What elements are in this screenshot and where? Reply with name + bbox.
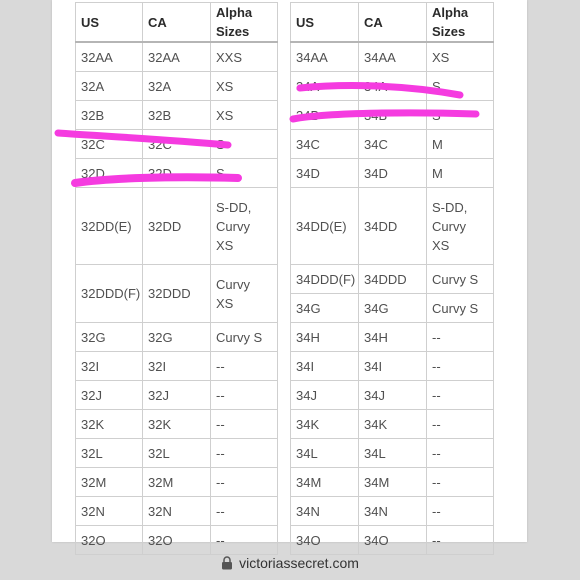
cell-alpha: S-DD, Curvy XS xyxy=(427,188,494,265)
cell-ca: 32DDD xyxy=(143,265,211,323)
cell-us: 34C xyxy=(291,130,359,159)
cell-alpha: -- xyxy=(427,468,494,497)
cell-us: 32J xyxy=(76,381,143,410)
cell-us: 32O xyxy=(76,526,143,555)
table-row xyxy=(76,159,278,188)
cell-ca: 32DD xyxy=(143,188,211,265)
table-row xyxy=(76,439,278,468)
cell-us: 34K xyxy=(291,410,359,439)
cell-us: 34L xyxy=(291,439,359,468)
table-row xyxy=(291,381,494,410)
table-row xyxy=(76,265,278,323)
cell-us: 32DD(E) xyxy=(76,188,143,265)
size-chart-panel xyxy=(52,0,527,548)
cell-alpha: XS xyxy=(211,72,278,101)
table-row xyxy=(76,72,278,101)
cell-us: 32K xyxy=(76,410,143,439)
cell-alpha: -- xyxy=(427,497,494,526)
cell-ca: 34AA xyxy=(359,42,427,72)
table-row xyxy=(291,265,494,294)
cell-alpha: -- xyxy=(427,410,494,439)
cell-us: 34DD(E) xyxy=(291,188,359,265)
column-header-us: US xyxy=(291,3,359,43)
table-row xyxy=(76,101,278,130)
cell-alpha: -- xyxy=(211,497,278,526)
cell-us: 32AA xyxy=(76,42,143,72)
cell-ca: 32A xyxy=(143,72,211,101)
cell-alpha: Curvy S xyxy=(427,294,494,323)
cell-ca: 32B xyxy=(143,101,211,130)
table-row xyxy=(76,497,278,526)
cell-ca: 34H xyxy=(359,323,427,352)
table-row xyxy=(76,323,278,352)
cell-ca: 32G xyxy=(143,323,211,352)
cell-alpha: S xyxy=(211,159,278,188)
cell-us: 32DDD(F) xyxy=(76,265,143,323)
cell-us: 34N xyxy=(291,497,359,526)
cell-us: 34D xyxy=(291,159,359,188)
table-row xyxy=(76,130,278,159)
cell-ca: 34O xyxy=(359,526,427,555)
cell-alpha: -- xyxy=(211,410,278,439)
cell-us: 32D xyxy=(76,159,143,188)
cell-alpha: -- xyxy=(427,439,494,468)
column-header-alpha: Alpha Sizes xyxy=(427,3,494,43)
table-row xyxy=(291,42,494,72)
cell-alpha: -- xyxy=(427,352,494,381)
cell-alpha: M xyxy=(427,159,494,188)
cell-ca: 34DDD xyxy=(359,265,427,294)
cell-ca: 32L xyxy=(143,439,211,468)
cell-ca: 32C xyxy=(143,130,211,159)
cell-us: 32G xyxy=(76,323,143,352)
cell-ca: 34B xyxy=(359,101,427,130)
cell-us: 34J xyxy=(291,381,359,410)
cell-us: 34AA xyxy=(291,42,359,72)
cell-us: 34G xyxy=(291,294,359,323)
cell-us: 32B xyxy=(76,101,143,130)
column-header-alpha: Alpha Sizes xyxy=(211,3,278,43)
cell-alpha: -- xyxy=(211,468,278,497)
table-row xyxy=(76,468,278,497)
cell-ca: 32I xyxy=(143,352,211,381)
table-row xyxy=(291,72,494,101)
table-row xyxy=(291,352,494,381)
cell-alpha: Curvy S xyxy=(211,323,278,352)
address-bar[interactable] xyxy=(0,545,580,580)
cell-alpha: -- xyxy=(211,439,278,468)
cell-alpha: S-DD, Curvy XS xyxy=(211,188,278,265)
cell-alpha: -- xyxy=(211,381,278,410)
cell-alpha: -- xyxy=(427,323,494,352)
table-row xyxy=(76,381,278,410)
cell-us: 34I xyxy=(291,352,359,381)
table-row xyxy=(291,188,494,265)
cell-us: 34H xyxy=(291,323,359,352)
cell-ca: 32N xyxy=(143,497,211,526)
column-header-ca: CA xyxy=(143,3,211,43)
cell-us: 32M xyxy=(76,468,143,497)
table-row xyxy=(291,468,494,497)
cell-us: 34B xyxy=(291,101,359,130)
table-row xyxy=(291,497,494,526)
cell-ca: 32K xyxy=(143,410,211,439)
table-row xyxy=(291,294,494,323)
cell-alpha: S xyxy=(427,101,494,130)
cell-us: 34A xyxy=(291,72,359,101)
table-row xyxy=(291,159,494,188)
cell-alpha: S xyxy=(427,72,494,101)
cell-ca: 34DD xyxy=(359,188,427,265)
cell-alpha: M xyxy=(427,130,494,159)
cell-us: 32C xyxy=(76,130,143,159)
cell-alpha: -- xyxy=(427,381,494,410)
cell-ca: 34I xyxy=(359,352,427,381)
lock-icon xyxy=(221,556,233,570)
table-header-row xyxy=(291,3,494,43)
table-row xyxy=(291,323,494,352)
cell-us: 32L xyxy=(76,439,143,468)
table-row xyxy=(76,352,278,381)
cell-us: 32N xyxy=(76,497,143,526)
table-row xyxy=(76,188,278,265)
cell-ca: 32D xyxy=(143,159,211,188)
table-row xyxy=(291,410,494,439)
size-table-32 xyxy=(75,2,278,555)
table-row xyxy=(291,130,494,159)
cell-alpha: -- xyxy=(211,352,278,381)
cell-alpha: Curvy S xyxy=(427,265,494,294)
cell-us: 34DDD(F) xyxy=(291,265,359,294)
size-table-34 xyxy=(290,2,494,555)
cell-alpha: S xyxy=(211,130,278,159)
cell-ca: 34M xyxy=(359,468,427,497)
cell-us: 32I xyxy=(76,352,143,381)
cell-ca: 34N xyxy=(359,497,427,526)
table-row xyxy=(76,410,278,439)
cell-ca: 34J xyxy=(359,381,427,410)
cell-us: 32A xyxy=(76,72,143,101)
table-header-row xyxy=(76,3,278,43)
cell-ca: 32J xyxy=(143,381,211,410)
cell-ca: 34A xyxy=(359,72,427,101)
cell-us: 34O xyxy=(291,526,359,555)
column-header-us: US xyxy=(76,3,143,43)
cell-ca: 34D xyxy=(359,159,427,188)
cell-alpha: XS xyxy=(427,42,494,72)
table-row xyxy=(291,101,494,130)
cell-alpha: Curvy XS xyxy=(211,265,278,323)
table-row xyxy=(291,439,494,468)
cell-ca: 34K xyxy=(359,410,427,439)
column-header-ca: CA xyxy=(359,3,427,43)
site-url[interactable]: victoriassecret.com xyxy=(239,554,359,571)
cell-ca: 32AA xyxy=(143,42,211,72)
cell-alpha: -- xyxy=(211,526,278,555)
cell-ca: 34G xyxy=(359,294,427,323)
cell-alpha: XS xyxy=(211,101,278,130)
cell-ca: 32O xyxy=(143,526,211,555)
cell-ca: 32M xyxy=(143,468,211,497)
cell-ca: 34C xyxy=(359,130,427,159)
cell-alpha: -- xyxy=(427,526,494,555)
table-row xyxy=(76,42,278,72)
cell-us: 34M xyxy=(291,468,359,497)
cell-alpha: XXS xyxy=(211,42,278,72)
cell-ca: 34L xyxy=(359,439,427,468)
